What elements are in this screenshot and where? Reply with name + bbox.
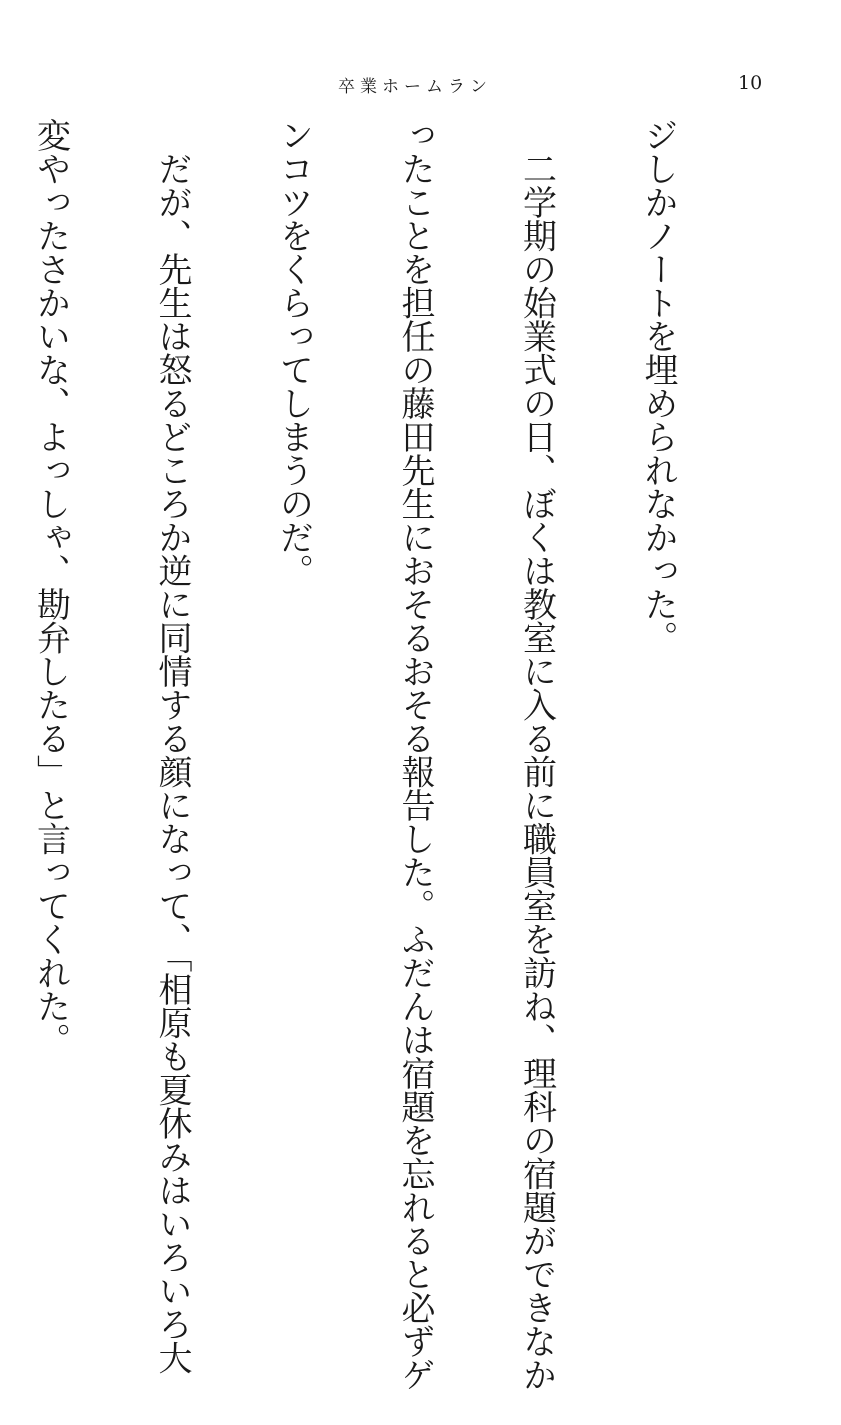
running-head: [0, 72, 841, 102]
text-line: ジしかノートを埋められなかった。: [638, 118, 678, 654]
page-number: 10: [738, 72, 763, 94]
book-title: 卒業ホームラン: [338, 77, 492, 97]
body-text: [30, 118, 759, 1391]
text-line: だが、先生は怒るどころか逆に同情する顔になって、「相原も夏休みはいろいろ大: [152, 118, 192, 1374]
text-line: ンコツをくらってしまうのだ。: [273, 118, 314, 587]
text-line: 二学期の始業式の日、ぼくは教室に入る前に職員室を訪ね、理科の宿題ができなか: [516, 118, 557, 1391]
text-line: ったことを担任の藤田先生におそるおそる報告した。ふだんは宿題を忘れると必ずゲ: [395, 118, 435, 1391]
text-line: 変やったさかいな、よっしゃ、勘弁したる」と言ってくれた。: [30, 118, 71, 1056]
